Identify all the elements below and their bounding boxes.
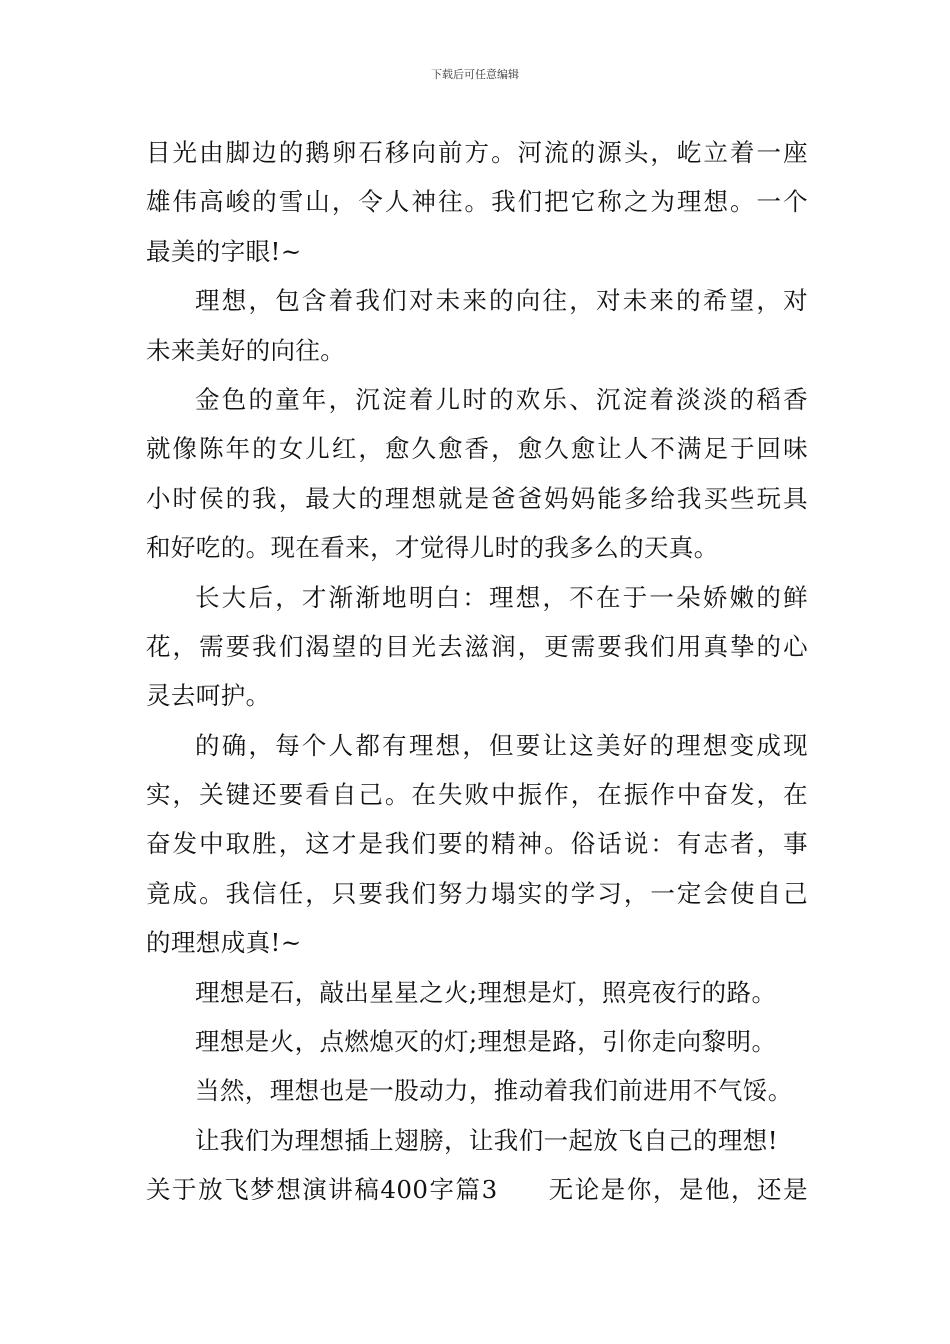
- text-line: 和好吃的。现在看来，才觉得儿时的我多么的天真。: [146, 533, 719, 563]
- text-line: 理想，包含着我们对未来的向往，对未来的希望，对: [195, 286, 808, 316]
- page-header: 下载后可任意编辑: [431, 68, 519, 81]
- text-line: 金色的童年，沉淀着儿时的欢乐、沉淀着淡淡的稻香: [195, 384, 808, 414]
- text-line: 灵去呵护。: [146, 681, 271, 711]
- text-line: 理想是石，敲出星星之火;理想是灯，照亮夜行的路。: [195, 977, 777, 1007]
- text-line: 目光由脚边的鹅卵石移向前方。河流的源头，屹立着一座: [146, 138, 808, 167]
- paragraph-lines: [146, 128, 808, 1165]
- text-line: 理想是火，点燃熄灭的灯;理想是路，引你走向黎明。: [195, 1027, 777, 1057]
- section-title: 关于放飞梦想演讲稿400字篇3: [146, 1175, 498, 1205]
- text-line: 雄伟高峻的雪山，令人神往。我们把它称之为理想。一个: [146, 187, 808, 217]
- text-line: 花，需要我们渴望的目光去滋润，更需要我们用真挚的心: [146, 631, 808, 661]
- text-line: 最美的字眼!~: [146, 236, 302, 266]
- text-line: 未来美好的向往。: [146, 335, 346, 365]
- section-title-line: [146, 1165, 808, 1214]
- text-line: 当然，理想也是一股动力，推动着我们前进用不气馁。: [195, 1076, 793, 1106]
- section-start-text: 无论是你，是他，还是: [547, 1175, 808, 1205]
- text-line: 竟成。我信任，只要我们努力塌实的学习，一定会使自己: [146, 878, 808, 908]
- text-line: 小时侯的我，最大的理想就是爸爸妈妈能多给我买些玩具: [146, 483, 808, 513]
- text-line: 实，关键还要看自己。在失败中振作，在振作中奋发，在: [146, 780, 808, 810]
- text-line: 的确，每个人都有理想，但要让这美好的理想变成现: [195, 730, 808, 760]
- document-body: [146, 128, 808, 1215]
- text-line: 奋发中取胜，这才是我们要的精神。俗话说：有志者，事: [146, 829, 808, 859]
- text-line: 让我们为理想插上翅膀，让我们一起放飞自己的理想!: [195, 1125, 778, 1155]
- text-line: 的理想成真!~: [146, 928, 302, 958]
- text-line: 长大后，才渐渐地明白：理想，不在于一朵娇嫩的鲜: [195, 582, 808, 612]
- text-line: 就像陈年的女儿红，愈久愈香，愈久愈让人不满足于回味: [146, 434, 808, 464]
